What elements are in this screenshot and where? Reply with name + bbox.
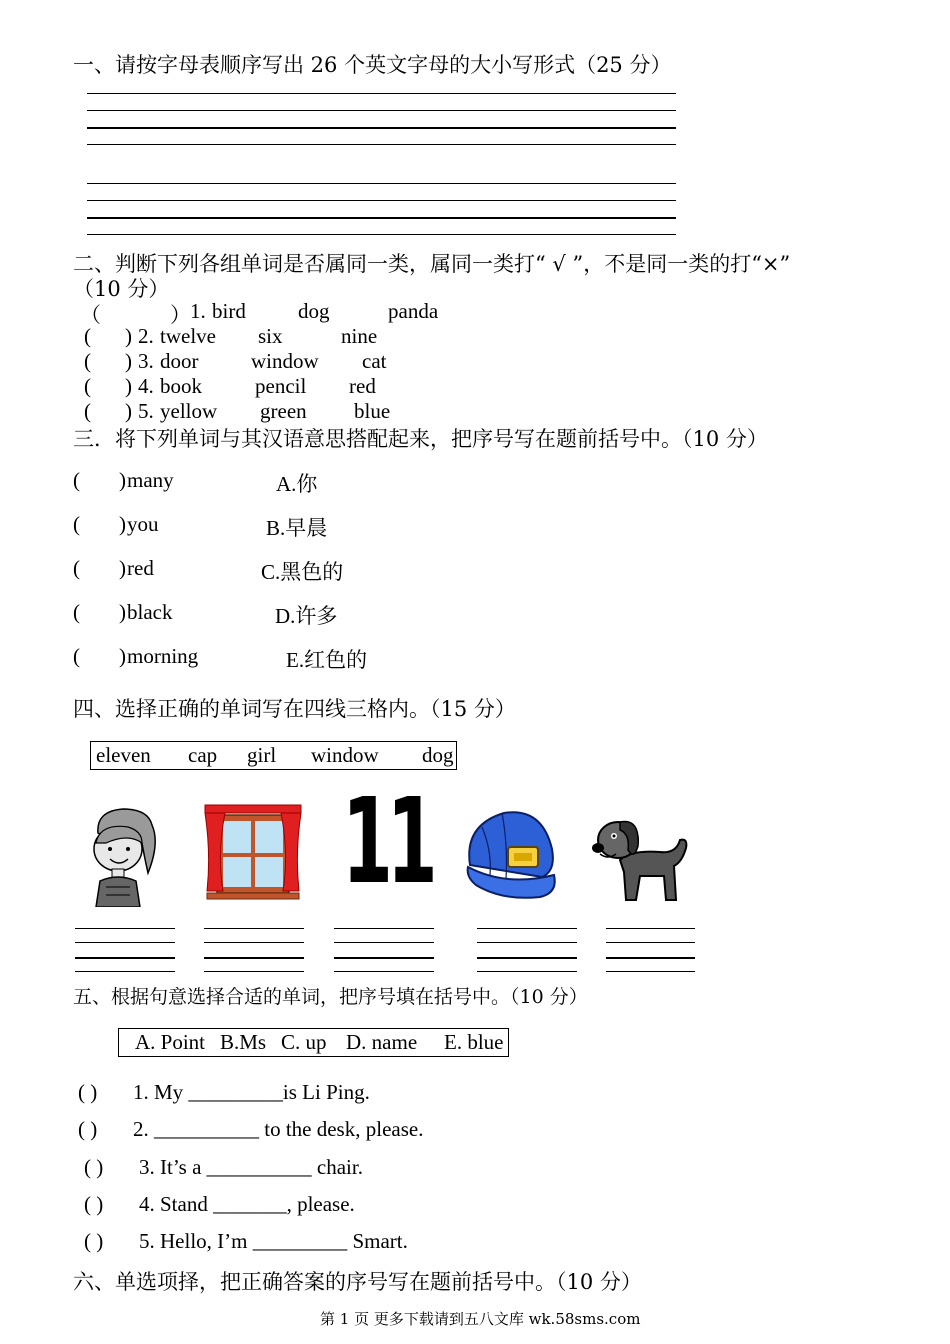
word-bank-word: girl [247,743,277,767]
s2-item-3-word-2: window [251,349,319,373]
s5-item-4-paren[interactable]: ( ) [84,1192,104,1216]
s2-item-5-word-3: blue [354,399,391,423]
s3-item-5-word: morning [127,644,199,668]
s2-item-5-paren[interactable]: ( [84,399,91,423]
option-d: D. name [346,1030,418,1054]
s3-item-5-meaning: E.红色的 [286,648,368,672]
option-b: B.Ms [220,1030,267,1054]
section-3-title: 三．将下列单词与其汉语意思搭配起来，把序号写在题前括号中。（10 分） [73,427,768,451]
s5-item-1-paren[interactable]: ( ) [78,1080,98,1104]
s2-item-3-word-1: door [160,349,199,373]
option-c: C. up [281,1030,327,1054]
s5-item-2-paren[interactable]: ( ) [78,1117,98,1141]
section-6-title: 六、单选项择，把正确答案的序号写在题前括号中。（10 分） [73,1270,642,1294]
section-2-score: （10 分） [73,277,170,301]
s3-item-2-close: ) [119,512,126,536]
window-picture [203,803,303,901]
s3-item-3-open[interactable]: ( [73,556,80,580]
s2-item-3-paren[interactable]: ( [84,349,91,373]
section-2-title: 二、判断下列各组单词是否属同一类，属同一类打“ √ ”，不是同一类的打“×” [73,252,791,276]
section-1-title: 一、请按字母表顺序写出 26 个英文字母的大小写形式（25 分） [73,53,672,77]
s2-item-2-word-1: twelve [160,324,216,348]
s2-item-1-num: 1. [190,299,206,323]
option-e: E. blue [444,1030,504,1054]
s2-item-4-word-1: book [160,374,202,398]
s2-item-4-word-3: red [349,374,376,398]
s3-item-4-word: black [127,600,173,624]
number-eleven-picture: 11 [342,772,432,910]
s2-item-2-word-3: nine [341,324,378,348]
word-bank-box [90,741,457,770]
s2-item-1-word-1: bird [212,299,246,323]
option-a: A. Point [135,1030,206,1054]
s5-item-3-paren[interactable]: ( ) [84,1155,104,1179]
s2-item-3-word-3: cat [362,349,387,373]
s5-item-1-text: 1. My _________is Li Ping. [133,1080,370,1104]
s2-item-1-close: ） [170,303,191,327]
s2-item-5-close: ) [125,399,132,423]
word-bank-word: window [311,743,379,767]
s5-item-5-text: 5. Hello, I’m _________ Smart. [139,1229,408,1253]
s2-item-2-word-2: six [258,324,283,348]
s5-item-2-text: 2. __________ to the desk, please. [133,1117,424,1141]
girl-picture [78,803,162,907]
s5-item-3-text: 3. It’s a __________ chair. [139,1155,363,1179]
s3-item-1-word: many [127,468,174,492]
s2-item-4-word-2: pencil [255,374,307,398]
dog-picture [590,810,694,906]
s2-item-5-num: 5. [138,399,154,423]
options-box [118,1028,509,1057]
s3-item-5-open[interactable]: ( [73,644,80,668]
word-bank-word: eleven [96,743,151,767]
s3-item-4-close: ) [119,600,126,624]
s2-item-4-num: 4. [138,374,154,398]
s3-item-1-open[interactable]: ( [73,468,80,492]
s3-item-4-open[interactable]: ( [73,600,80,624]
s3-item-3-close: ) [119,556,126,580]
s3-item-1-meaning: A.你 [276,472,318,496]
s3-item-3-meaning: C.黑色的 [261,560,344,584]
s3-item-4-meaning: D.许多 [275,604,338,628]
s2-item-1-word-2: dog [298,299,330,323]
s2-item-3-close: ) [125,349,132,373]
s3-item-1-close: ) [119,468,126,492]
word-bank-word: cap [188,743,218,767]
s2-item-5-word-1: yellow [160,399,218,423]
answer-paren-open[interactable]: （ [80,303,101,327]
s2-item-4-close: ) [125,374,132,398]
s5-item-5-paren[interactable]: ( ) [84,1229,104,1253]
cap-picture [462,805,560,901]
s2-item-2-num: 2. [138,324,154,348]
s3-item-2-meaning: B.早晨 [266,516,328,540]
s3-item-2-open[interactable]: ( [73,512,80,536]
s2-item-1-word-3: panda [388,299,439,323]
s3-item-2-word: you [127,512,159,536]
s3-item-5-close: ) [119,644,126,668]
s2-item-4-paren[interactable]: ( [84,374,91,398]
section-5-title: 五、根据句意选择合适的单词，把序号填在括号中。（10 分） [73,986,588,1008]
s2-item-3-num: 3. [138,349,154,373]
s3-item-3-word: red [127,556,154,580]
word-bank-word: dog [422,743,454,767]
s5-item-4-text: 4. Stand _______, please. [139,1192,355,1216]
s2-item-5-word-2: green [260,399,307,423]
page-footer: 第 1 页 更多下载请到五八文库 wk.58sms.com [320,1310,641,1328]
s2-item-2-paren[interactable]: ( [84,324,91,348]
s2-item-2-close: ) [125,324,132,348]
section-4-title: 四、选择正确的单词写在四线三格内。（15 分） [73,697,516,721]
